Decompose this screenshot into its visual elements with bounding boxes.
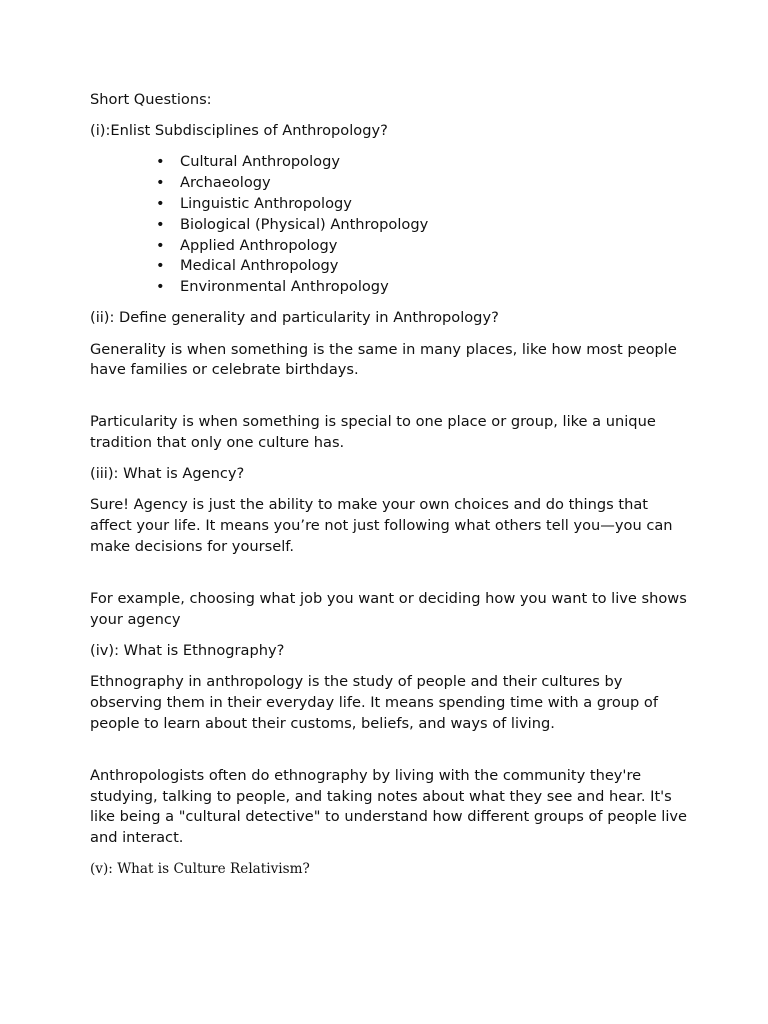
- question-5: (v): What is Culture Relativism?: [90, 861, 310, 878]
- bullet-icon: •: [156, 194, 165, 212]
- section-heading: Short Questions:: [90, 91, 212, 108]
- question-1: (i):Enlist Subdisciplines of Anthropology?: [90, 122, 388, 140]
- question-3: (iii): What is Agency?: [90, 465, 245, 483]
- bullet-icon: •: [156, 278, 165, 296]
- list-item-text: Biological (Physical) Anthropology: [180, 215, 429, 233]
- bullet-icon: •: [156, 153, 165, 171]
- question-4: (iv): What is Ethnography?: [90, 642, 285, 660]
- blank-line: [90, 745, 690, 766]
- list-item: [90, 236, 690, 257]
- bullet-icon: •: [156, 215, 165, 233]
- list-item-text: Applied Anthropology: [180, 236, 338, 254]
- document-page: [90, 90, 690, 880]
- bullet-icon: •: [156, 236, 165, 254]
- agency-example: For example, choosing what job you want or deciding how you want to live shows your agency: [90, 590, 687, 628]
- question-2: (ii): Define generality and particularity in Anthropology?: [90, 309, 499, 327]
- list-item-text: Medical Anthropology: [180, 257, 339, 275]
- list-item: [90, 173, 690, 194]
- blank-line: [90, 568, 690, 589]
- list-item-text: Linguistic Anthropology: [180, 194, 352, 212]
- list-item-text: Archaeology: [180, 174, 271, 192]
- agency-answer: Sure! Agency is just the ability to make your own choices and do things that affect your life. It means you’re not just following what others tell you—you can make decisions for yourself.: [90, 496, 673, 556]
- list-item-text: Cultural Anthropology: [180, 153, 340, 171]
- list-item-text: Environmental Anthropology: [180, 278, 389, 296]
- particularity-answer: Particularity is when something is special to one place or group, like a unique tradition that only one culture has.: [90, 413, 656, 452]
- list-item: [90, 277, 690, 298]
- blank-line: [90, 392, 690, 413]
- list-item: [90, 215, 690, 236]
- list-item: [90, 194, 690, 215]
- list-item: [90, 256, 690, 277]
- bullet-icon: •: [156, 174, 165, 192]
- list-item: [90, 152, 690, 173]
- subdisciplines-list: [90, 152, 690, 298]
- generality-answer: Generality is when something is the same in many places, like how most people have families or celebrate birthdays.: [90, 340, 677, 379]
- ethnography-detail: Anthropologists often do ethnography by living with the community they're studying, talking to people, and taking notes about what they see and hear. It's like being a "cultural detective" to understand how different groups of people live and interact.: [90, 766, 688, 847]
- bullet-icon: •: [156, 257, 165, 275]
- ethnography-answer: Ethnography in anthropology is the study of people and their cultures by observing them in their everyday life. It means spending time with a group of people to learn about their customs, beliefs, and ways of living.: [90, 673, 658, 732]
